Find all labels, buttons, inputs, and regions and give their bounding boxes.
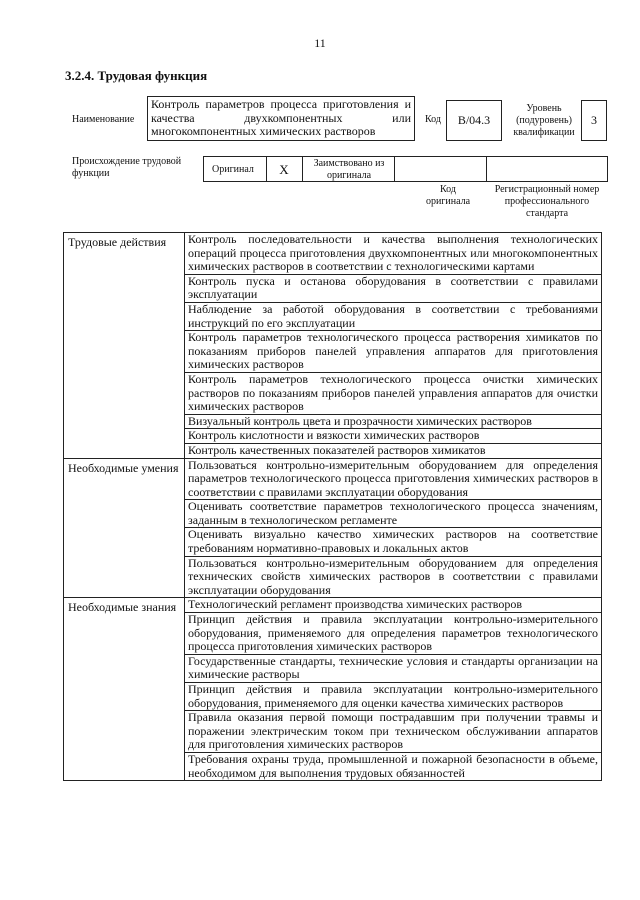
name-value-box: [147, 96, 415, 141]
code-original-label: Код оригинала: [425, 184, 471, 207]
section-label-actions: Трудовые действия: [64, 233, 185, 459]
level-label: Уровень (подуровень) квалификации: [513, 103, 575, 138]
list-item: Оценивать соответствие параметров технологического процесса значениям, заданным в технологическом регламенте: [185, 500, 602, 528]
list-item: Пользоваться контрольно-измерительным оборудованием для определения параметров технологического процесса приготовления химических растворов в соответствии с правилами эксплуатации оборудования: [185, 458, 602, 500]
list-item: Технологический регламент производства химических растворов: [185, 598, 602, 613]
table-row: [64, 598, 602, 613]
reg-number-label: Регистрационный номер профессионального стандарта: [494, 184, 600, 219]
origin-table: [203, 156, 608, 182]
list-item: Оценивать визуально качество химических растворов на соответствие требованиям нормативно-правовых и локальных актов: [185, 528, 602, 556]
list-item: Визуальный контроль цвета и прозрачности химических растворов: [185, 414, 602, 429]
section-title: 3.2.4. Трудовая функция: [65, 68, 208, 83]
borrowed-label: Заимствовано из оригинала: [313, 158, 385, 181]
list-item: Контроль кислотности и вязкости химических растворов: [185, 429, 602, 444]
list-item: Контроль пуска и останова оборудования в соответствии с правилами эксплуатации: [185, 274, 602, 302]
list-item: Принцип действия и правила эксплуатации контрольно-измерительного оборудования, применяемого для определения параметров технологического процесса приготовления химических растворов: [185, 613, 602, 655]
table-row: [64, 233, 602, 275]
table-row: [64, 458, 602, 500]
list-item: Правила оказания первой помощи пострадавшим при получении травмы и поражении электрическим током при техническом обслуживании аппаратов для приготовления химических растворов: [185, 711, 602, 753]
list-item: Контроль качественных показателей растворов химикатов: [185, 443, 602, 458]
origin-label: Происхождение трудовой функции: [72, 156, 182, 179]
code-label: Код: [425, 114, 441, 125]
list-item: Наблюдение за работой оборудования в соответствии с требованиями инструкций по его эксплуатации: [185, 302, 602, 330]
list-item: Государственные стандарты, технические условия и стандарты организации на химические растворы: [185, 654, 602, 682]
list-item: Контроль параметров технологического процесса растворения химикатов по показаниям приборов панелей управления аппаратов для приготовления химических растворов: [185, 331, 602, 373]
page-number: 11: [314, 36, 326, 50]
name-value: Контроль параметров процесса приготовления и качества двухкомпонентных или многокомпонентных химических растворов: [151, 97, 411, 138]
list-item: Контроль параметров технологического процесса очистки химических растворов по показаниям приборов панелей управления аппаратов для очистки химических растворов: [185, 372, 602, 414]
list-item: Принцип действия и правила эксплуатации контрольно-измерительного оборудования, применяемого для оценки качества химических растворов: [185, 683, 602, 711]
section-label-knowledge: Необходимые знания: [64, 598, 185, 781]
list-item: Требования охраны труда, промышленной и пожарной безопасности в объеме, необходимом для выполнения трудовых обязанностей: [185, 752, 602, 780]
list-item: Пользоваться контрольно-измерительным оборудованием для определения технических свойств химических растворов в соответствии с правилами эксплуатации оборудования: [185, 556, 602, 598]
section-label-skills: Необходимые умения: [64, 458, 185, 598]
list-item: Контроль последовательности и качества выполнения технологических операций процесса приготовления двухкомпонентных или многокомпонентных химических растворов в соответствии с технологическими картами: [185, 233, 602, 275]
function-table: [63, 232, 602, 781]
name-label: Наименование: [72, 114, 135, 125]
code-value: B/04.3: [457, 113, 491, 127]
original-label: Оригинал: [212, 164, 254, 175]
original-mark: X: [279, 162, 289, 177]
level-value-box: [581, 100, 607, 141]
code-value-box: [446, 100, 502, 141]
level-value: 3: [591, 113, 597, 127]
